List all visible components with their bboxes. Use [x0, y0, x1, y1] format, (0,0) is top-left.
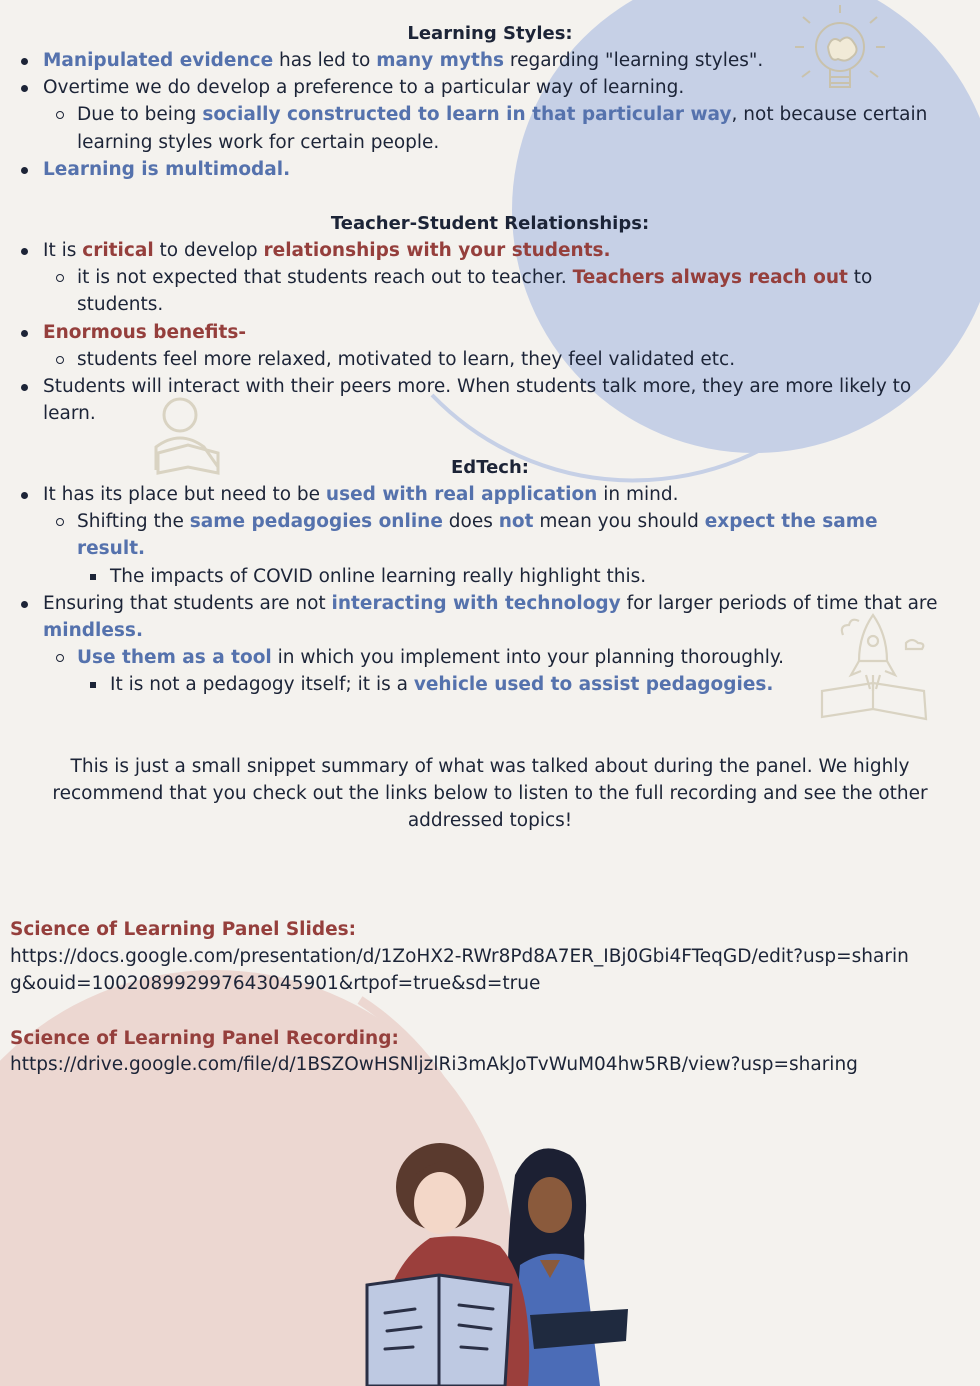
list-item: [0, 644, 935, 671]
list-item: The impacts of COVID online learning really highlight this.: [0, 563, 935, 590]
recording-link-label: Science of Learning Panel Recording:: [10, 1028, 399, 1049]
highlight: many myths: [376, 50, 504, 71]
list-item: [0, 47, 940, 74]
highlight: mindless.: [43, 620, 143, 642]
section-title-learning-styles: Learning Styles:: [407, 23, 573, 44]
highlight: Use them as a tool: [77, 647, 272, 669]
highlight: critical: [82, 240, 154, 261]
text-span: It is not a pedagogy itself; it is a: [110, 674, 414, 696]
text-span: does: [442, 511, 499, 533]
list-item: Enormous benefits-: [0, 319, 930, 346]
list-item: [0, 264, 907, 318]
highlight: interacting with technology: [331, 592, 621, 614]
text-span: has led to: [273, 50, 377, 71]
section-title-relationships: Teacher-Student Relationships:: [330, 213, 650, 234]
list-item: [0, 481, 935, 508]
highlight: relationships with your students.: [263, 240, 611, 261]
list-item: [0, 237, 930, 264]
highlight: same pedagogies online: [189, 511, 443, 533]
text-span: Ensuring that students are not: [43, 592, 332, 614]
text-span: to students.: [77, 267, 873, 316]
highlight: vehicle used to assist pedagogies.: [413, 674, 774, 696]
text-span: It has its place but need to be: [43, 484, 326, 505]
section-title-edtech: EdTech:: [451, 457, 529, 478]
highlight: not: [498, 511, 534, 533]
highlight: used with real application: [325, 484, 598, 505]
summary-text: This is just a small snippet summary of what was talked about during the panel. We highly recommend that you check out the links below to listen to the full recording and see the other addressed topics!: [52, 756, 928, 832]
recording-link[interactable]: https://drive.google.com/file/d/1BSZOwHSNljzlRi3mAkJoTvWuM04hw5RB/view?usp=sharing: [10, 1054, 858, 1075]
text-span: it is not expected that students reach out to teacher.: [77, 267, 573, 289]
text-span: mean you should: [533, 511, 705, 533]
highlight: expect the same result.: [77, 511, 878, 560]
two-women-reading-illustration: [355, 1135, 640, 1386]
text-span: regarding "learning styles".: [504, 50, 764, 71]
list-item: [0, 671, 935, 698]
text-span: to develop: [153, 240, 264, 261]
list-item: [0, 101, 937, 155]
text-span: in which you implement into your planning thoroughly.: [271, 647, 785, 669]
text-span: for larger periods of time that are: [620, 592, 938, 614]
learning-styles-list: [0, 47, 940, 183]
list-item: [0, 590, 953, 644]
list-item: students feel more relaxed, motivated to learn, they feel validated etc.: [0, 346, 930, 373]
text-span: in mind.: [597, 484, 679, 505]
relationships-list: [0, 237, 930, 427]
text-span: , not because certain learning styles work for certain people.: [77, 104, 928, 153]
slides-link[interactable]: https://docs.google.com/presentation/d/1ZoHX2-RWr8Pd8A7ER_IBj0Gbi4FTeqGD/edit?usp=sharing&ouid=100208992997643045901&rtpof=true&sd=true: [10, 946, 909, 995]
edtech-list: [0, 481, 938, 699]
text-span: Shifting the: [77, 511, 190, 533]
list-item: [0, 508, 935, 562]
list-item: Students will interact with their peers more. When students talk more, they are more likely to learn.: [0, 373, 968, 427]
highlight: socially constructed to learn in that particular way: [202, 104, 732, 126]
highlight: Teachers always reach out: [572, 267, 848, 289]
highlight: Manipulated evidence: [43, 50, 274, 71]
list-item: Learning is multimodal.: [0, 156, 940, 183]
list-item: Overtime we do develop a preference to a particular way of learning.: [0, 74, 940, 101]
text-span: Due to being: [77, 104, 203, 126]
text-span: It is: [43, 240, 83, 261]
slides-link-label: Science of Learning Panel Slides:: [10, 919, 357, 940]
